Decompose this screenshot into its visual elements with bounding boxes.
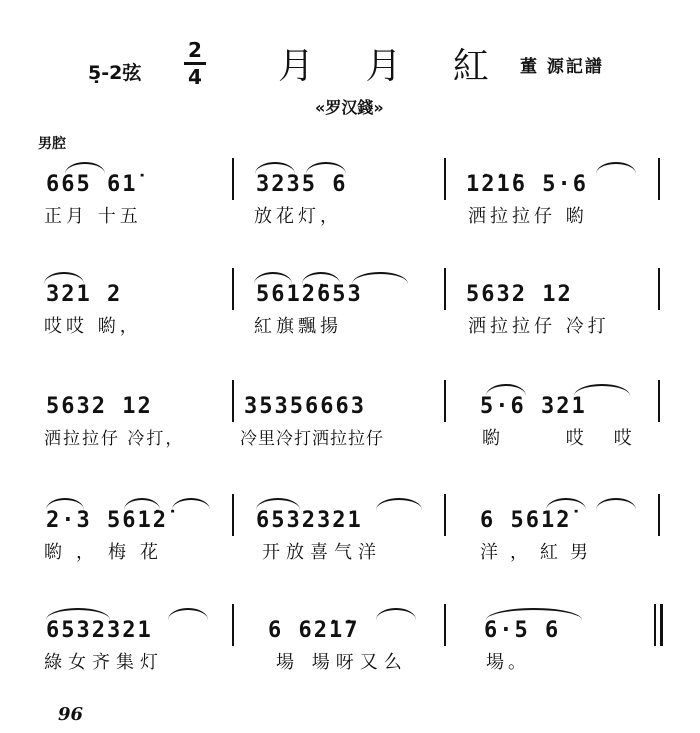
lyrics-row <box>40 202 670 228</box>
barline <box>232 158 234 200</box>
lyric-segment: 正月 十五 <box>44 206 142 227</box>
lyric-segment: 紅旗飄揚 <box>254 316 342 337</box>
barline <box>658 268 660 310</box>
measure-3: 1̇2̇1̇6 5·6 <box>466 172 588 197</box>
barline <box>444 380 446 422</box>
barline <box>232 604 234 646</box>
measure-1: 321 2 <box>46 282 123 307</box>
lyrics-row <box>40 424 670 450</box>
barline <box>232 494 234 536</box>
lyric-segment: 喲，梅花 <box>44 542 172 563</box>
page-number: 96 <box>58 704 84 725</box>
measure-1: 6532321 <box>46 618 153 643</box>
lyric-segment: 場 場呀又么 <box>276 652 408 673</box>
lyrics-row <box>40 312 670 338</box>
barline <box>232 380 234 422</box>
barline <box>658 158 660 200</box>
barline <box>444 494 446 536</box>
measure-1: 5632 12 <box>46 394 153 419</box>
measure-3: 5·6 321 <box>480 394 587 419</box>
barline <box>654 604 656 646</box>
time-numerator: 2 <box>188 38 202 62</box>
final-barline <box>660 604 663 646</box>
lyric-segment: 冷里冷打洒拉拉仔 <box>240 429 384 449</box>
measure-2: 561̇2̇653 <box>256 282 363 307</box>
time-denominator: 4 <box>188 65 202 89</box>
key-signature: 5̣-2弦 <box>88 62 142 84</box>
song-title: 月 月 紅 <box>278 46 509 87</box>
lyric-segment: 洒拉拉仔 喲 <box>468 206 588 227</box>
notes-row <box>40 380 670 420</box>
measure-2: 3235 6 <box>256 172 348 197</box>
lyric-segment: 場。 <box>486 652 530 673</box>
lyric-segment: 洋，紅男 <box>480 542 600 563</box>
lyrics-row <box>40 538 670 564</box>
lyric-segment: 綠女齐集灯 <box>44 652 164 673</box>
barline <box>444 158 446 200</box>
lyric-segment: 放花灯， <box>254 206 342 227</box>
measure-2: 6532321 <box>256 508 363 533</box>
notes-row <box>40 158 670 198</box>
notes-row <box>40 604 670 644</box>
lyric-segment: 洒拉拉仔 冷打， <box>44 429 185 449</box>
source-opera: «罗汉錢» <box>315 98 384 117</box>
measure-3: 6·5 6 <box>484 618 561 643</box>
barline <box>444 268 446 310</box>
measure-2: 35356663 <box>244 394 366 419</box>
measure-1: 2·3 561̇2̇ <box>46 508 168 533</box>
barline <box>658 494 660 536</box>
lyric-segment: 喲 哎哎 <box>482 428 662 449</box>
notes-row <box>40 494 670 534</box>
measure-3: 5632 12 <box>466 282 573 307</box>
barline <box>444 604 446 646</box>
lyric-segment: 开放喜气洋 <box>262 542 382 563</box>
lyrics-row <box>40 648 670 674</box>
barline <box>232 268 234 310</box>
measure-2: 6 62̇1̇7 <box>268 618 360 643</box>
time-signature <box>184 40 206 87</box>
transcriber: 董 源記譜 <box>520 57 604 77</box>
measure-1: 665 61̇ <box>46 172 138 197</box>
lyric-segment: 哎哎 喲， <box>44 316 142 337</box>
voice-part: 男腔 <box>38 136 66 152</box>
lyric-segment: 洒拉拉仔 冷打 <box>468 316 610 337</box>
notes-row <box>40 268 670 308</box>
barline <box>658 380 660 422</box>
measure-3: 6 561̇2̇ <box>480 508 572 533</box>
